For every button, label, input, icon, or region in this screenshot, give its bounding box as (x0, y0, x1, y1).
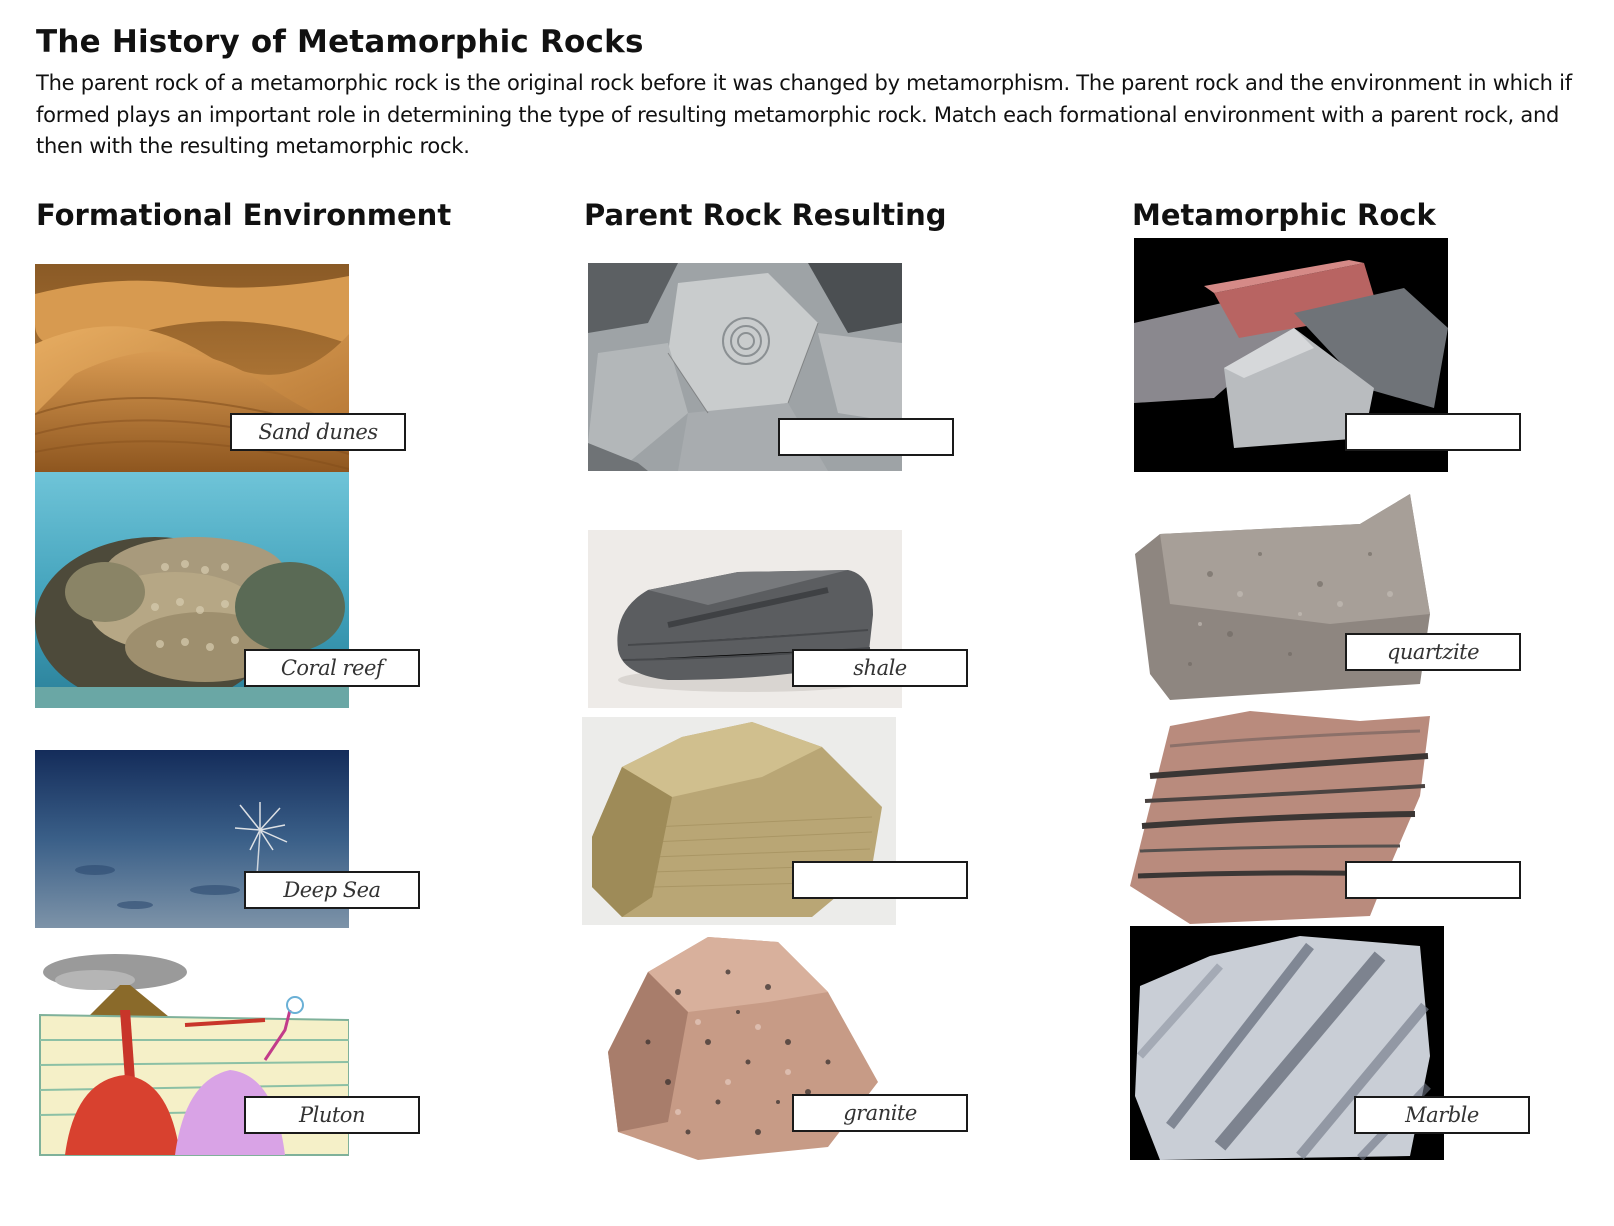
page-title: The History of Metamorphic Rocks (36, 24, 644, 60)
environment-label-box[interactable]: Pluton (244, 1096, 420, 1134)
environment-label-box[interactable]: Sand dunes (230, 413, 406, 451)
instructions-text: The parent rock of a metamorphic rock is the original rock before it was changed by metamorphism. The parent rock and the environment in which if formed plays an important role in determining the type of resulting metamorphic rock. Match each formational environment with a parent rock, and then with the resulting metamorphic rock. (36, 71, 1572, 158)
environment-label-box[interactable]: Deep Sea (244, 871, 420, 909)
metamorphic-rock-label-box[interactable] (1345, 413, 1521, 451)
parent-rock-label-box[interactable] (778, 418, 954, 456)
column-header-environment: Formational Environment (36, 198, 452, 232)
column-header-parent-rock: Parent Rock Resulting (584, 198, 947, 232)
parent-rock-label-box[interactable] (792, 861, 968, 899)
parent-rock-label-box[interactable]: granite (792, 1094, 968, 1132)
metamorphic-rock-label-box[interactable]: quartzite (1345, 633, 1521, 671)
column-header-metamorphic-rock: Metamorphic Rock (1132, 198, 1436, 232)
metamorphic-rock-label-box[interactable] (1345, 861, 1521, 899)
metamorphic-rock-label-box[interactable]: Marble (1354, 1096, 1530, 1134)
environment-label-box[interactable]: Coral reef (244, 649, 420, 687)
parent-rock-label-box[interactable]: shale (792, 649, 968, 687)
